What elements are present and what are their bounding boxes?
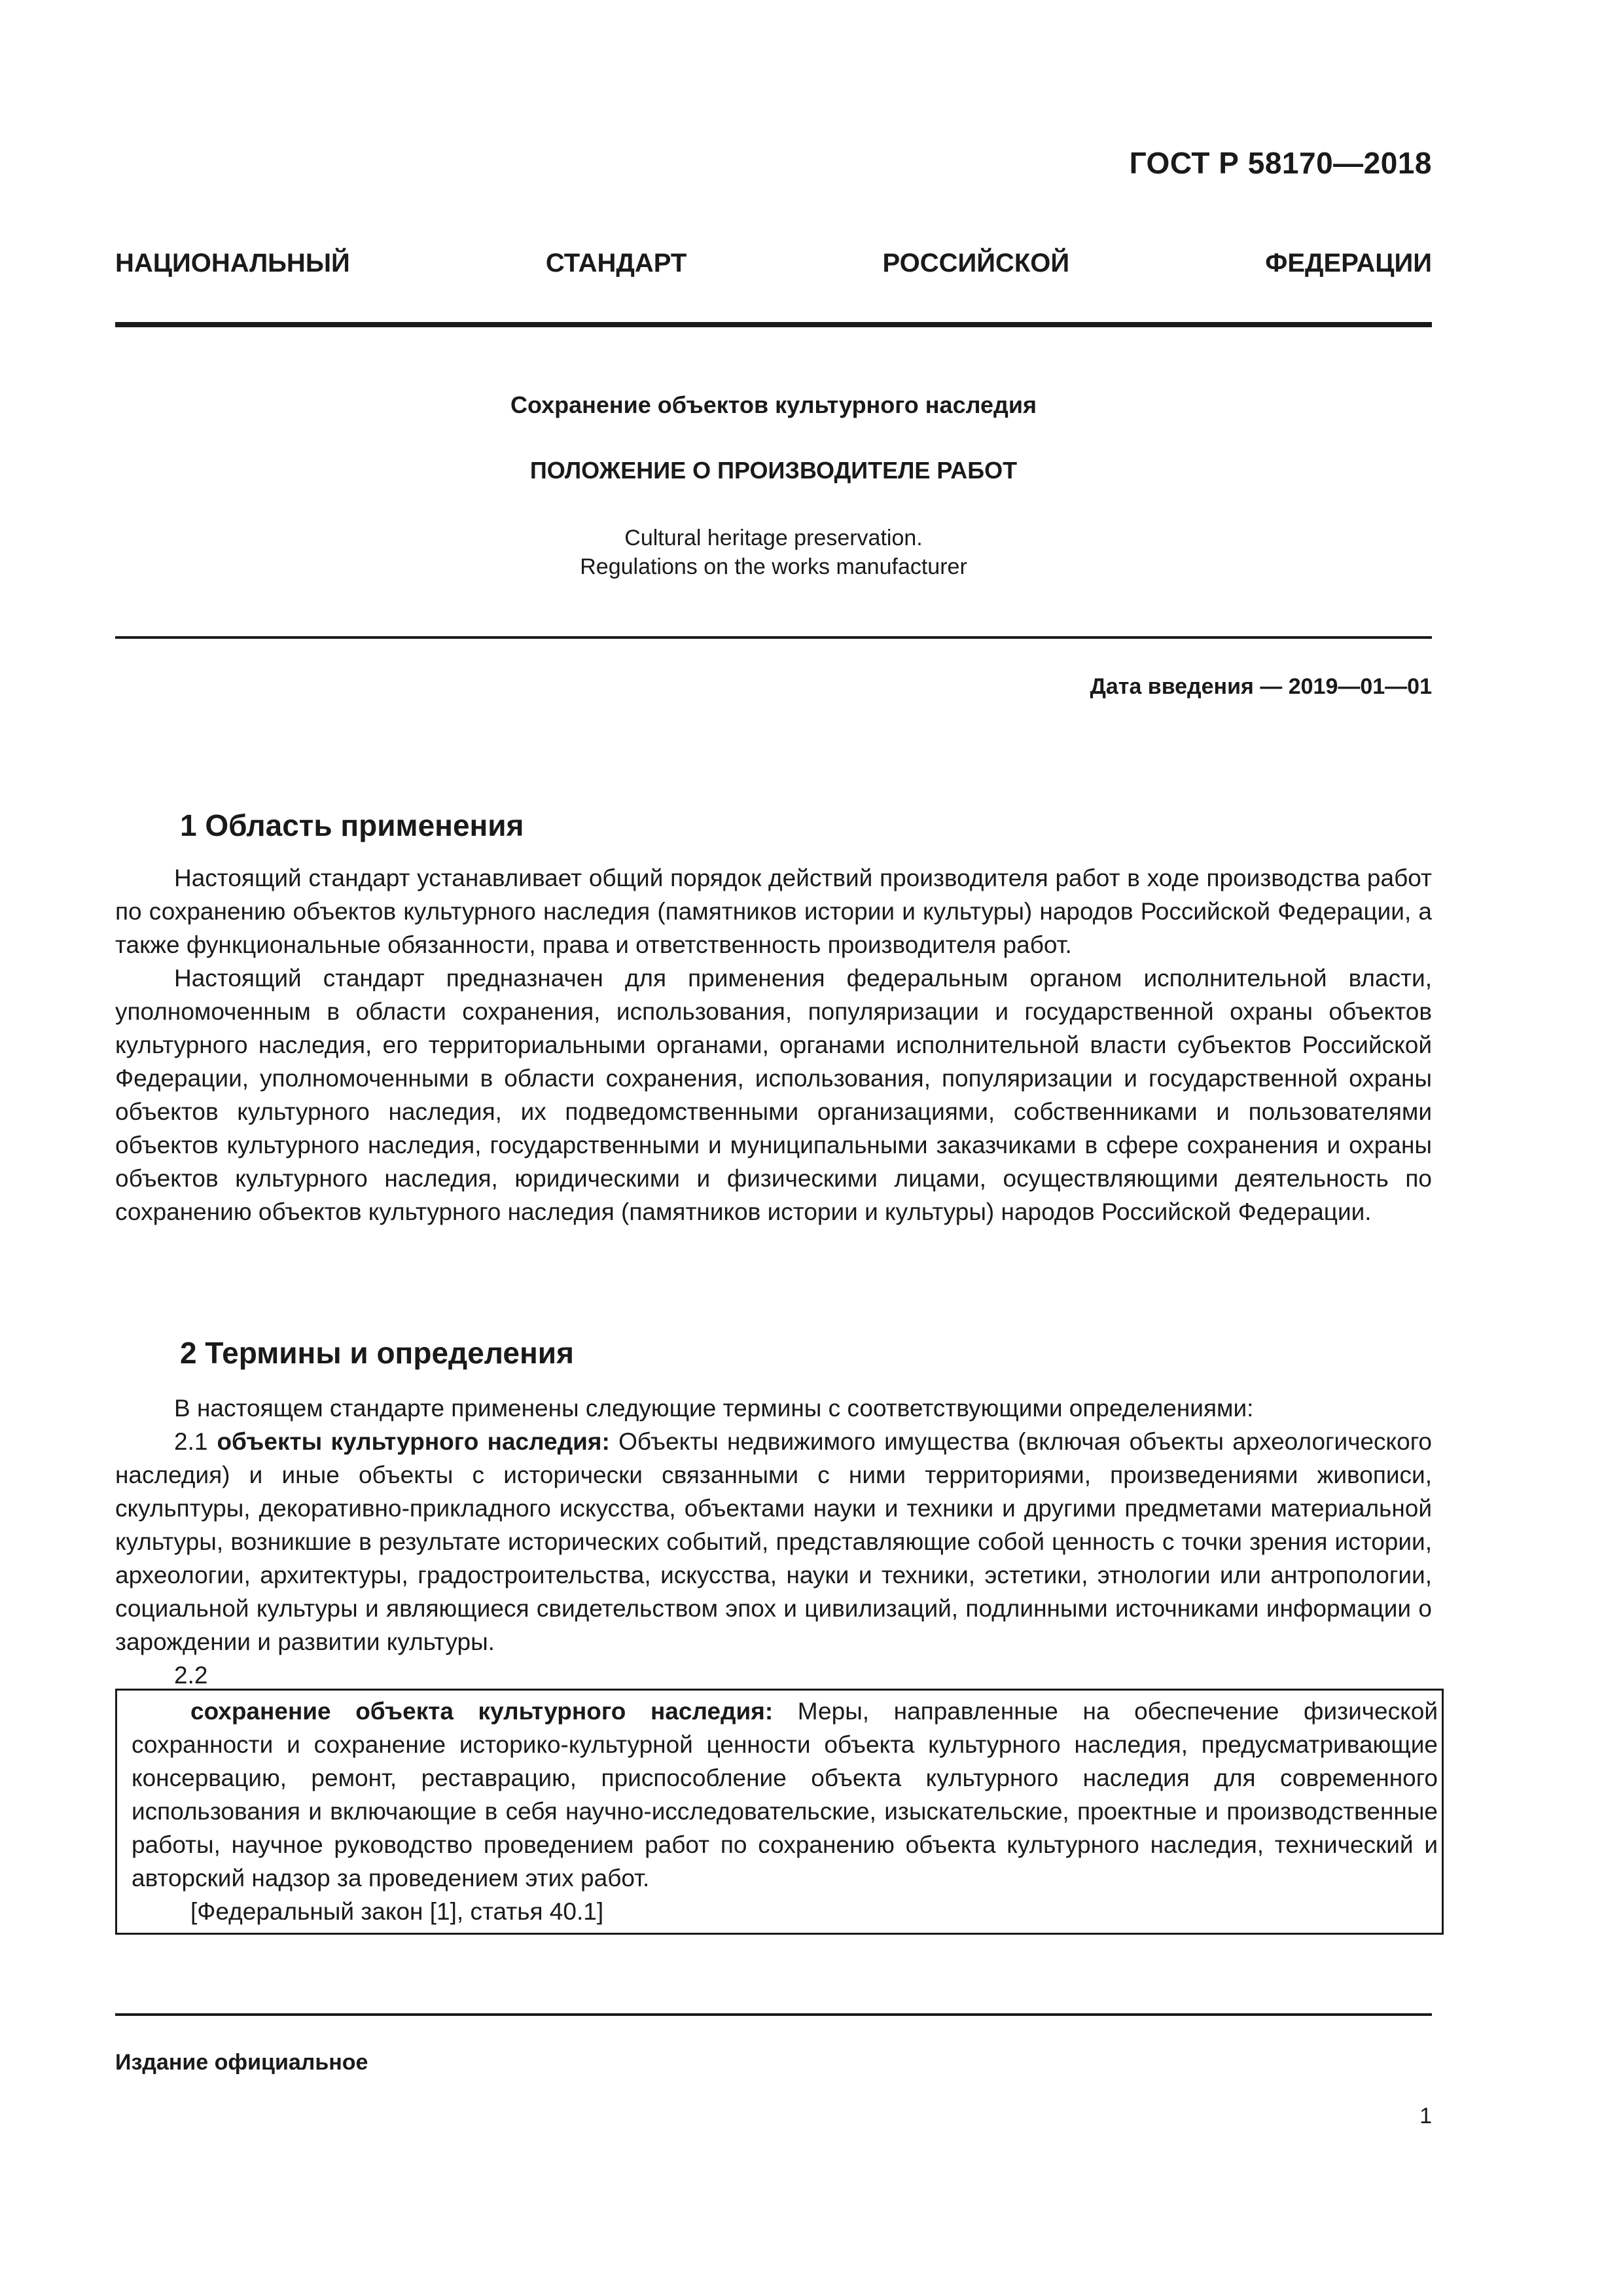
- page-number: 1: [1419, 2104, 1432, 2128]
- term-definition: Объекты недвижимого имущества (включая объекты археологического наследия) и иные объекты с исторически связанными с ними территориями, произведениями живописи, скульптуры, декоративно-прикладного искусства, объектами науки и техники и другими предметами материальной культуры, возникшие в результате исторических событий, представляющие собой ценность с точки зрения истории, археологии, архитектуры, градостроительства, искусства, науки и техники, эстетики, этнологии или антропологии, социальной культуры и являющиеся свидетельством эпох и цивилизаций, подлинными источниками информации о зарождении и развитии культуры.: [115, 1428, 1432, 1655]
- banner-word: ФЕДЕРАЦИИ: [1265, 249, 1432, 278]
- english-title-line2: Regulations on the works manufacturer: [580, 554, 967, 579]
- term-definition: Меры, направленные на обеспечение физической сохранности и сохранение историко-культурной ценности объекта культурного наследия, предусматривающие консервацию, ремонт, реставрацию, приспособление объекта культурного наследия для современного использования и включающие в себя научно-исследовательские, изыскательские, проектные и производственные работы, научное руководство проведением работ по сохранению объекта культурного наследия, технический и авторский надзор за проведением этих работ.: [132, 1698, 1438, 1892]
- banner-word: НАЦИОНАЛЬНЫЙ: [115, 249, 350, 278]
- footer-divider: [115, 2013, 1432, 2016]
- paragraph: В настоящем стандарте применены следующие термины с соответствующими определениями:: [174, 1395, 1254, 1422]
- term-name: сохранение объекта культурного наследия:: [190, 1698, 774, 1725]
- term-2-2-box: [115, 1689, 1444, 1935]
- section-2-body: [115, 1391, 1432, 1692]
- section-2-heading: 2 Термины и определения: [180, 1336, 574, 1370]
- section-1-heading: 1 Область применения: [180, 808, 524, 842]
- banner-word: СТАНДАРТ: [545, 249, 687, 278]
- english-title: [115, 524, 1432, 581]
- document-title: Сохранение объектов культурного наследия: [510, 391, 1037, 418]
- term-2-2: [132, 1695, 1438, 1895]
- introduction-date: Дата введения — 2019—01—01: [1090, 674, 1432, 699]
- term-name: объекты культурного наследия:: [217, 1428, 610, 1455]
- paragraph: Настоящий стандарт устанавливает общий порядок действий производителя работ в ходе производства работ по сохранению объектов культурного наследия (памятников истории и культуры) народов Российской Федерации, а также функциональные обязанности, права и ответственность производителя работ.: [115, 865, 1432, 958]
- gost-code: ГОСТ Р 58170—2018: [1129, 146, 1432, 180]
- title-divider: [115, 636, 1432, 639]
- section-1-body: [115, 861, 1432, 1229]
- term-2-1: [115, 1425, 1432, 1659]
- term-source: [Федеральный закон [1], статья 40.1]: [190, 1898, 604, 1925]
- term-number: 2.1: [174, 1428, 208, 1455]
- top-divider: [115, 322, 1432, 327]
- term-2-2-number: 2.2: [174, 1662, 208, 1689]
- document-subtitle: ПОЛОЖЕНИЕ О ПРОИЗВОДИТЕЛЕ РАБОТ: [529, 457, 1018, 484]
- english-title-line1: Cultural heritage preservation.: [624, 526, 923, 550]
- national-standard-banner: [115, 249, 1432, 278]
- banner-word: РОССИЙСКОЙ: [882, 249, 1070, 278]
- official-edition-label: Издание официальное: [115, 2050, 368, 2075]
- paragraph: Настоящий стандарт предназначен для применения федеральным органом исполнительной власти, уполномоченным в области сохранения, использования, популяризации и государственной охраны объектов культурного наследия, его территориальными органами, органами исполнительной власти субъектов Российской Федерации, уполномоченными в области сохранения, использования, популяризации и государственной охраны объектов культурного наследия, их подведомственными организациями, собственниками и пользователями объектов культурного наследия, государственными и муниципальными заказчиками в сфере сохранения и охраны объектов культурного наследия, юридическими и физическими лицами, осуществляющими деятельность по сохранению объектов культурного наследия (памятников истории и культуры) народов Российской Федерации.: [115, 965, 1432, 1225]
